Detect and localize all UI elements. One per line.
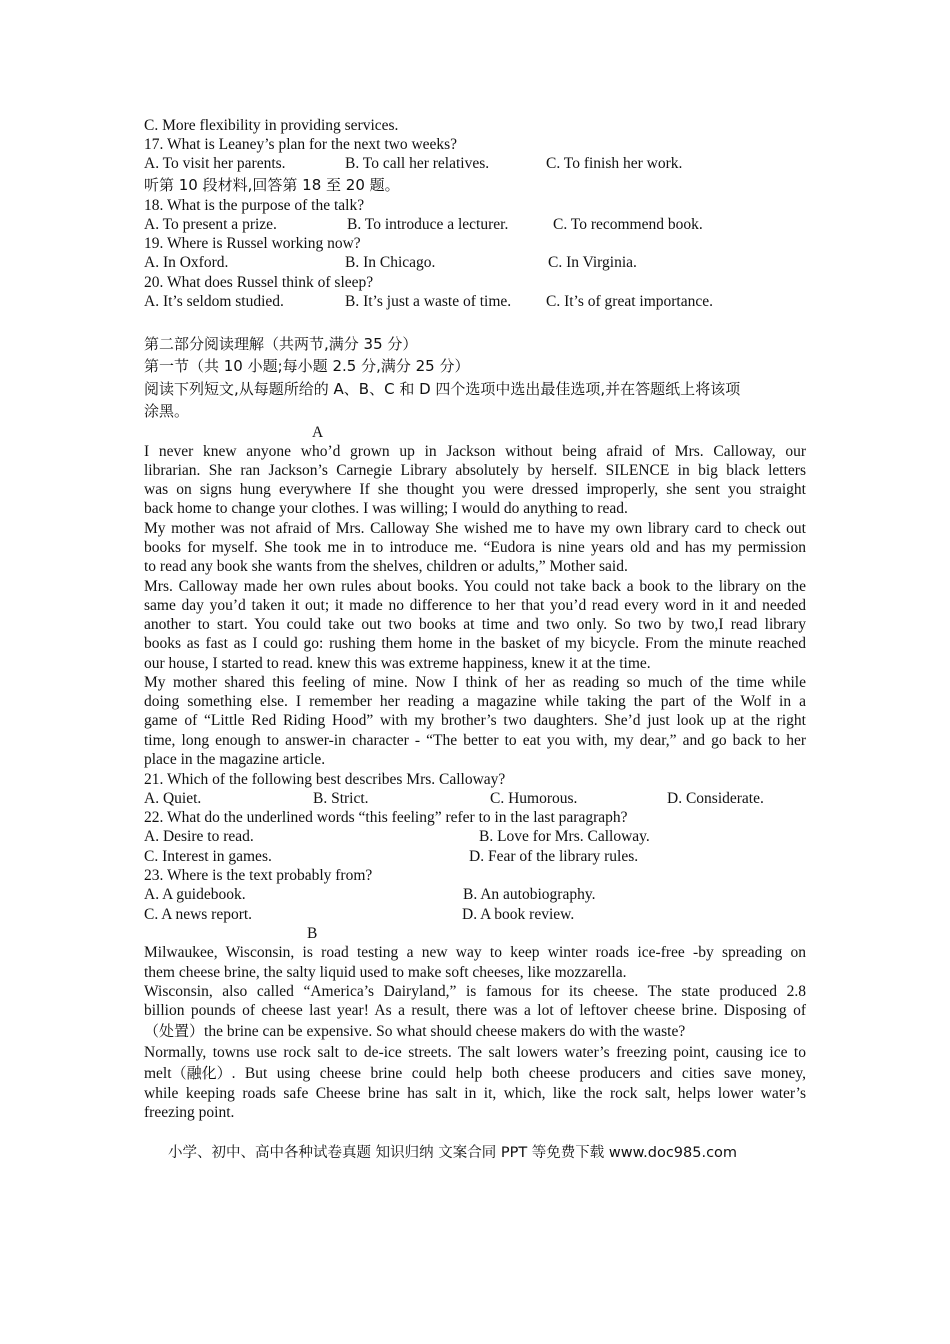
q20-option-a: A. It’s seldom studied.	[144, 293, 284, 310]
passage-a-line: books as fast as I could go: rushing them home in the basket of my bicycle. From the minute reached	[144, 635, 806, 652]
passage-b-gloss-melt: （融化）	[171, 1064, 232, 1082]
q23-option-c: C. A news report.	[144, 906, 253, 923]
passage-a-line: was on signs hung everywhere If she thought you were dressed improperly, she sent you straight	[144, 481, 806, 498]
passage-a-line: My mother shared this feeling of mine. Now I think of her as reading so much of the time while	[144, 674, 806, 691]
q21-option-d: D. Considerate.	[667, 790, 764, 807]
passage-a-line: same day you’d taken it out; it made no difference to her that you’d read every word in it and needed	[144, 597, 806, 614]
q16-option-c: C. More flexibility in providing services.	[144, 117, 399, 134]
passage-a-line: doing something else. I remember her reading a magazine while taking the part of the Wolf in a	[144, 693, 806, 710]
q20-option-b: B. It’s just a waste of time.	[345, 293, 512, 310]
q17-question: 17. What is Leaney’s plan for the next two weeks?	[144, 136, 458, 153]
passage-a-line: Mrs. Calloway made her own rules about books. You could not take back a book to the library on the	[144, 578, 806, 595]
passage-a-line: to read any book she wants from the shelves, children or adults,” Mother said.	[144, 558, 628, 575]
passage-b-line	[144, 1064, 806, 1083]
passage-b-line: billion pounds of cheese last year! As a result, there was a lot of leftover cheese brine. Disposing of	[144, 1002, 806, 1019]
passage-a-line: place in the magazine article.	[144, 751, 326, 768]
q22-option-a: A. Desire to read.	[144, 828, 254, 845]
q18-option-c: C. To recommend book.	[553, 216, 703, 233]
footer-download-banner: 小学、初中、高中各种试卷真题 知识归纳 文案合同 PPT 等免费下载 www.doc985.com	[168, 1145, 738, 1161]
q17-option-b: B. To call her relatives.	[345, 155, 490, 172]
section10-header: 听第 10 段材料,回答第 18 至 20 题。	[144, 176, 400, 194]
q19-option-b: B. In Chicago.	[345, 254, 436, 271]
passage-a-line: I never knew anyone who’d grown up in Jackson without being afraid of Mrs. Calloway, our	[144, 443, 806, 460]
q22-question: 22. What do the underlined words “this feeling” refer to in the last paragraph?	[144, 809, 628, 826]
passage-b-line: freezing point.	[144, 1104, 235, 1121]
passage-b-line: Wisconsin, also called “America’s Dairyland,” is famous for its cheese. The state produced 2.8	[144, 983, 806, 1000]
passage-a-line: librarian. She ran Jackson’s Carnegie Library absolutely by herself. SILENCE in big black letters	[144, 462, 806, 479]
passage-b-gloss-dispose: （处置）	[144, 1022, 205, 1040]
passage-a-letter: A	[312, 424, 324, 441]
passage-a-line: time, long enough to answer-in character - “The better to eat you with, my dear,” and go back to her	[144, 732, 806, 749]
q22-option-c: C. Interest in games.	[144, 848, 272, 865]
q17-option-a: A. To visit her parents.	[144, 155, 286, 172]
q20-option-c: C. It’s of great importance.	[546, 293, 714, 310]
q23-question: 23. Where is the text probably from?	[144, 867, 373, 884]
q23-option-d: D. A book review.	[462, 906, 575, 923]
q22-option-d: D. Fear of the library rules.	[469, 848, 639, 865]
part2-instruction-line2: 涂黑。	[144, 402, 190, 420]
q18-option-b: B. To introduce a lecturer.	[347, 216, 509, 233]
part2-instruction-line1: 阅读下列短文,从每题所给的 A、B、C 和 D 四个选项中选出最佳选项,并在答题纸上将该项	[144, 380, 741, 398]
q20-question: 20. What does Russel think of sleep?	[144, 274, 374, 291]
q21-question: 21. Which of the following best describes Mrs. Calloway?	[144, 771, 506, 788]
passage-b-line-text: . But using cheese brine could help both cheese producers and cities save money,	[231, 1065, 806, 1082]
passage-b-letter: B	[307, 925, 318, 942]
passage-b-line-text: melt	[144, 1065, 172, 1082]
passage-b-line: Normally, towns use rock salt to de-ice streets. The salt lowers water’s freezing point, causing ice to	[144, 1044, 806, 1061]
passage-a-line: game of “Little Red Riding Hood” with my brother’s two daughters. She’d just look up at the right	[144, 712, 806, 729]
q19-question: 19. Where is Russel working now?	[144, 235, 361, 252]
q18-question: 18. What is the purpose of the talk?	[144, 197, 365, 214]
part2-title: 第二部分阅读理解（共两节,满分 35 分）	[144, 335, 418, 353]
q19-option-c: C. In Virginia.	[548, 254, 637, 271]
q23-option-b: B. An autobiography.	[463, 886, 596, 903]
passage-b-line	[144, 1022, 685, 1041]
q22-option-b: B. Love for Mrs. Calloway.	[479, 828, 650, 845]
q18-option-a: A. To present a prize.	[144, 216, 277, 233]
part2-section1-title: 第一节（共 10 小题;每小题 2.5 分,满分 25 分）	[144, 357, 470, 375]
q19-option-a: A. In Oxford.	[144, 254, 229, 271]
passage-a-line: our house, I started to read. knew this was extreme happiness, knew it at the time.	[144, 655, 651, 672]
q21-option-b: B. Strict.	[313, 790, 369, 807]
q17-option-c: C. To finish her work.	[546, 155, 683, 172]
q21-option-c: C. Humorous.	[490, 790, 578, 807]
q23-option-a: A. A guidebook.	[144, 886, 246, 903]
passage-a-line: another to start. You could take out two books at time and two only. So two by two,I read library	[144, 616, 806, 633]
passage-a-line: books for myself. She took me in to introduce me. “Eudora is nine years old and has my permission	[144, 539, 806, 556]
passage-b-line: Milwaukee, Wisconsin, is road testing a new way to keep winter roads ice-free -by spreading on	[144, 944, 806, 961]
passage-b-line: while keeping roads safe Cheese brine has salt in it, which, like the rock salt, helps lower water’s	[144, 1085, 806, 1102]
passage-b-line-text: the brine can be expensive. So what should cheese makers do with the waste?	[204, 1023, 686, 1040]
passage-b-line: them cheese brine, the salty liquid used to make soft cheeses, like mozzarella.	[144, 964, 627, 981]
q21-option-a: A. Quiet.	[144, 790, 202, 807]
passage-a-line: My mother was not afraid of Mrs. Calloway She wished me to have my own library card to check out	[144, 520, 806, 537]
passage-a-line: back home to change your clothes. I was willing; I would do anything to read.	[144, 500, 628, 517]
